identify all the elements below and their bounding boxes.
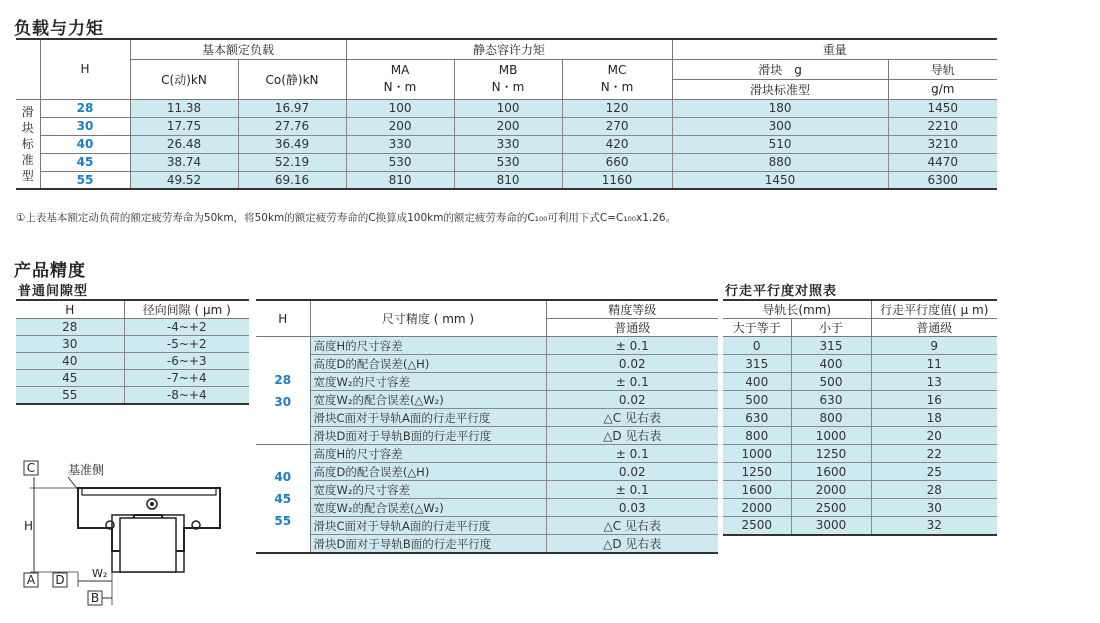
cell-block: 510 — [672, 135, 888, 153]
clearance-row — [16, 353, 249, 370]
accuracy-row — [256, 535, 718, 554]
clearance-col-gap: 径向间隙 ( μm ) — [124, 300, 249, 319]
accuracy-row — [256, 373, 718, 391]
cell-rail: 6300 — [888, 171, 997, 189]
accuracy-col-grade: 精度等级 — [546, 300, 718, 319]
parallel-row — [723, 463, 997, 481]
load-row — [16, 153, 997, 171]
clearance-row — [16, 319, 249, 336]
clearance-row — [16, 336, 249, 353]
parallel-row — [723, 499, 997, 517]
accuracy-item: 滑块D面对于导轨B面的行走平行度 — [310, 427, 546, 445]
parallel-max: 500 — [791, 373, 871, 391]
clearance-col-h: H — [16, 300, 124, 319]
accuracy-table — [256, 299, 718, 554]
cell-rail: 2210 — [888, 117, 997, 135]
h-value: 30 — [40, 117, 130, 135]
load-moment-table — [16, 38, 997, 190]
parallel-title: 行走平行度对照表 — [725, 284, 838, 299]
load-row — [16, 135, 997, 153]
parallel-value: 32 — [871, 517, 997, 535]
clearance-value: -6~+3 — [124, 353, 249, 370]
load-row — [16, 171, 997, 189]
ma-header: MA N・m — [346, 59, 454, 99]
parallel-row — [723, 427, 997, 445]
parallel-value: 20 — [871, 427, 997, 445]
guide-block-diagram — [16, 455, 231, 610]
parallel-col-rail: 导轨长(mm) — [723, 300, 871, 319]
cell-mc: 660 — [562, 153, 672, 171]
accuracy-col-item: 尺寸精度 ( mm ) — [310, 300, 546, 337]
cell-c: 17.75 — [130, 117, 238, 135]
accuracy-value: ± 0.1 — [546, 373, 718, 391]
accuracy-row — [256, 337, 718, 355]
parallel-max: 315 — [791, 337, 871, 355]
parallel-min: 1000 — [723, 445, 791, 463]
h-value: 28 — [40, 99, 130, 117]
parallel-min: 1250 — [723, 463, 791, 481]
clearance-value: -7~+4 — [124, 370, 249, 387]
clearance-h: 30 — [16, 336, 124, 353]
label-b: B — [90, 591, 100, 605]
accuracy-row — [256, 463, 718, 481]
parallel-max: 1000 — [791, 427, 871, 445]
parallel-row — [723, 355, 997, 373]
h-value: 55 — [40, 171, 130, 189]
clearance-h: 45 — [16, 370, 124, 387]
parallel-value: 11 — [871, 355, 997, 373]
cell-co: 16.97 — [238, 99, 346, 117]
parallel-col-max: 小于 — [791, 319, 871, 337]
cell-mb: 810 — [454, 171, 562, 189]
cell-c: 26.48 — [130, 135, 238, 153]
parallel-min: 0 — [723, 337, 791, 355]
parallel-table — [723, 299, 997, 536]
parallel-max: 2000 — [791, 481, 871, 499]
rail-unit-header: g/m — [888, 79, 997, 99]
accuracy-value: 0.03 — [546, 499, 718, 517]
parallel-value: 9 — [871, 337, 997, 355]
top-hole-center — [150, 502, 154, 506]
parallel-max: 800 — [791, 409, 871, 427]
accuracy-row — [256, 499, 718, 517]
accuracy-value: 0.02 — [546, 391, 718, 409]
footnote: ①上表基本额定动负荷的额定疲劳寿命为50km，将50km的额定疲劳寿命的C换算成100km的额定疲劳寿命的C₁₀₀可利用下式C=C₁₀₀x1.26。 — [16, 212, 677, 224]
col-h-header: H — [40, 39, 130, 99]
accuracy-value: ± 0.1 — [546, 481, 718, 499]
parallel-min: 1600 — [723, 481, 791, 499]
cell-ma: 530 — [346, 153, 454, 171]
cell-co: 36.49 — [238, 135, 346, 153]
cell-mb: 100 — [454, 99, 562, 117]
cell-ma: 100 — [346, 99, 454, 117]
parallel-max: 1250 — [791, 445, 871, 463]
clearance-value: -5~+2 — [124, 336, 249, 353]
accuracy-col-normal: 普通级 — [546, 319, 718, 337]
cell-mc: 270 — [562, 117, 672, 135]
accuracy-row — [256, 427, 718, 445]
static-moment-header: 静态容许力矩 — [346, 39, 672, 59]
load-row — [16, 99, 997, 117]
cell-ma: 810 — [346, 171, 454, 189]
cell-mc: 420 — [562, 135, 672, 153]
rail-inner — [120, 518, 176, 572]
cell-rail: 3210 — [888, 135, 997, 153]
label-c: C — [26, 461, 36, 475]
cell-mc: 1160 — [562, 171, 672, 189]
parallel-max: 1600 — [791, 463, 871, 481]
basic-load-header: 基本额定负载 — [130, 39, 346, 59]
accuracy-value: △C 见右表 — [546, 409, 718, 427]
parallel-min: 2000 — [723, 499, 791, 517]
cell-mc: 120 — [562, 99, 672, 117]
accuracy-item: 滑块C面对于导轨A面的行走平行度 — [310, 517, 546, 535]
label-w2: W₂ — [92, 567, 108, 580]
cell-block: 300 — [672, 117, 888, 135]
cell-mb: 530 — [454, 153, 562, 171]
parallel-min: 400 — [723, 373, 791, 391]
label-ref-side: 基准侧 — [68, 463, 105, 477]
parallel-max: 2500 — [791, 499, 871, 517]
section-title-accuracy: 产品精度 — [14, 261, 86, 281]
clearance-row — [16, 387, 249, 404]
accuracy-item: 高度H的尺寸容差 — [310, 337, 546, 355]
accuracy-item: 宽度W₂的配合误差(△W₂) — [310, 499, 546, 517]
label-d: D — [55, 573, 65, 587]
parallel-value: 22 — [871, 445, 997, 463]
accuracy-value: 0.02 — [546, 463, 718, 481]
accuracy-item: 宽度W₂的配合误差(△W₂) — [310, 391, 546, 409]
clearance-row — [16, 370, 249, 387]
parallel-min: 630 — [723, 409, 791, 427]
parallel-row — [723, 337, 997, 355]
cell-mb: 330 — [454, 135, 562, 153]
parallel-col-min: 大于等于 — [723, 319, 791, 337]
clearance-h: 28 — [16, 319, 124, 336]
cell-block: 880 — [672, 153, 888, 171]
parallel-row — [723, 481, 997, 499]
weight-header: 重量 — [672, 39, 997, 59]
cell-block: 1450 — [672, 171, 888, 189]
accuracy-value: ± 0.1 — [546, 337, 718, 355]
cell-ma: 330 — [346, 135, 454, 153]
clearance-value: -4~+2 — [124, 319, 249, 336]
parallel-value: 18 — [871, 409, 997, 427]
clearance-h: 55 — [16, 387, 124, 404]
parallel-max: 400 — [791, 355, 871, 373]
accuracy-value: 0.02 — [546, 355, 718, 373]
cell-co: 52.19 — [238, 153, 346, 171]
clearance-table — [16, 299, 249, 405]
clearance-title: 普通间隙型 — [18, 284, 89, 299]
accuracy-value: ± 0.1 — [546, 445, 718, 463]
cell-block: 180 — [672, 99, 888, 117]
parallel-row — [723, 409, 997, 427]
load-row — [16, 117, 997, 135]
h-value: 40 — [40, 135, 130, 153]
block-std-header: 滑块标准型 — [672, 79, 888, 99]
accuracy-value: △C 见右表 — [546, 517, 718, 535]
mb-header: MB N・m — [454, 59, 562, 99]
accuracy-item: 高度D的配合误差(△H) — [310, 463, 546, 481]
accuracy-item: 滑块C面对于导轨A面的行走平行度 — [310, 409, 546, 427]
clearance-value: -8~+4 — [124, 387, 249, 404]
accuracy-item: 高度D的配合误差(△H) — [310, 355, 546, 373]
cell-ma: 200 — [346, 117, 454, 135]
mc-header: MC N・m — [562, 59, 672, 99]
parallel-value: 28 — [871, 481, 997, 499]
section-title-load: 负载与力矩 — [14, 19, 104, 39]
parallel-max: 630 — [791, 391, 871, 409]
parallel-min: 800 — [723, 427, 791, 445]
block-weight-header: 滑块 g — [672, 59, 888, 79]
parallel-value: 30 — [871, 499, 997, 517]
accuracy-item: 宽度W₂的尺寸容差 — [310, 373, 546, 391]
label-h: H — [24, 519, 34, 533]
accuracy-value: △D 见右表 — [546, 535, 718, 554]
label-a: A — [26, 573, 36, 587]
cell-c: 49.52 — [130, 171, 238, 189]
cell-mb: 200 — [454, 117, 562, 135]
accuracy-row — [256, 391, 718, 409]
cell-rail: 4470 — [888, 153, 997, 171]
accuracy-row — [256, 355, 718, 373]
c-dyn-header: C(动)kN — [130, 59, 238, 99]
parallel-min: 2500 — [723, 517, 791, 535]
parallel-col-value: 行走平行度值( μ m) — [871, 300, 997, 319]
cell-c: 38.74 — [130, 153, 238, 171]
cell-co: 27.76 — [238, 117, 346, 135]
cell-c: 11.38 — [130, 99, 238, 117]
parallel-row — [723, 373, 997, 391]
accuracy-row — [256, 445, 718, 463]
side-label: 滑 块 标 准 型 — [16, 99, 40, 189]
rail-header: 导轨 — [888, 59, 997, 79]
h-value: 45 — [40, 153, 130, 171]
accuracy-h-group: 40 45 55 — [256, 445, 310, 554]
accuracy-item: 高度H的尺寸容差 — [310, 445, 546, 463]
c-stat-header: Co(静)kN — [238, 59, 346, 99]
parallel-min: 315 — [723, 355, 791, 373]
accuracy-h-group: 28 30 — [256, 337, 310, 445]
clearance-h: 40 — [16, 353, 124, 370]
accuracy-item: 宽度W₂的尺寸容差 — [310, 481, 546, 499]
accuracy-row — [256, 481, 718, 499]
parallel-max: 3000 — [791, 517, 871, 535]
accuracy-col-h: H — [256, 300, 310, 337]
accuracy-row — [256, 409, 718, 427]
parallel-value: 25 — [871, 463, 997, 481]
cell-rail: 1450 — [888, 99, 997, 117]
parallel-row — [723, 517, 997, 535]
parallel-value: 13 — [871, 373, 997, 391]
accuracy-item: 滑块D面对于导轨B面的行走平行度 — [310, 535, 546, 554]
parallel-row — [723, 391, 997, 409]
cell-co: 69.16 — [238, 171, 346, 189]
accuracy-value: △D 见右表 — [546, 427, 718, 445]
accuracy-row — [256, 517, 718, 535]
parallel-min: 500 — [723, 391, 791, 409]
corner-cell — [16, 39, 40, 99]
parallel-col-normal: 普通级 — [871, 319, 997, 337]
parallel-row — [723, 445, 997, 463]
parallel-value: 16 — [871, 391, 997, 409]
